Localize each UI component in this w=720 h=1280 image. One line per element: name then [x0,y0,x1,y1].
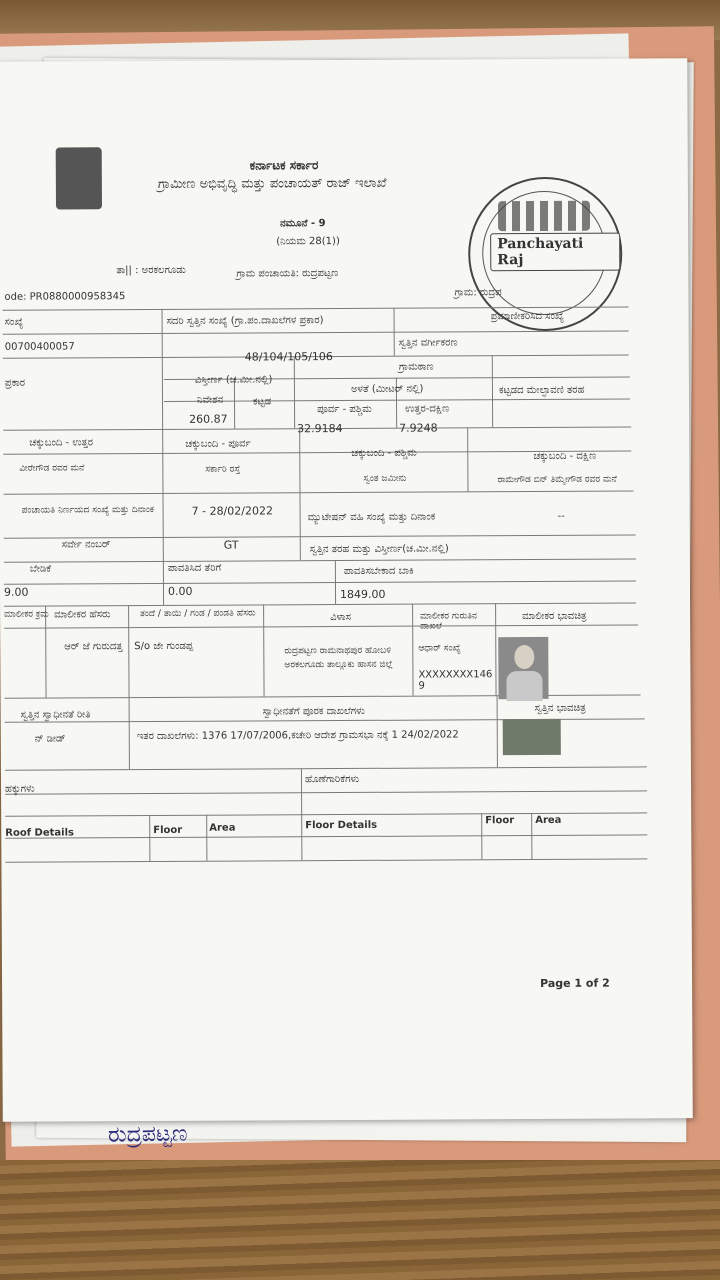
certified-number: ಪ್ರಮಾಣೀಕರಿಸಿದ ಸಂಖ್ಯೆ [490,310,564,323]
owner-address: ರುದ್ರಪಟ್ಟಣ ರಾಮನಾಥಪುರ ಹೋಬಳಿ ಅರಕಲಗೂಡು ತಾಲ್ಲೂಕು ಹಾಸನ ಜಿಲ್ಲೆ [284,645,393,671]
north-south-label: ಉತ್ತರ-ದಕ್ಷಿಣ [405,403,450,415]
site-label: ನಿವೇಶನ [196,394,224,406]
village: ಗ್ರಾಮ: ರುದ್ರಪ [454,287,502,299]
classification-value: ಗ್ರಾಮಠಾಣ [398,361,434,373]
site-area-value: 260.87 [189,412,228,426]
header-line2: ಗ್ರಾಮೀಣ ಅಭಿವೃದ್ಧಿ ಮತ್ತು ಪಂಚಾಯತ್ ರಾಜ್ ಇಲಾಖೆ [157,175,387,192]
property-id: 00700400057 [4,341,75,353]
paid-tax-label: ಪಾವತಿಸಿದ ತೆರಿಗೆ [167,562,222,574]
acquisition-label: ಸ್ವತ್ತಿನ ಸ್ವಾಧೀನತೆ ರೀತಿ [20,709,91,721]
rights-label: ಹಕ್ಕುಗಳು [5,783,35,795]
property-number: 48/104/105/106 [244,350,333,364]
floor-label-1: Floor [153,824,183,837]
property-number-label: ಸದರಿ ಸ್ವತ್ತಿನ ಸಂಖ್ಯೆ (ಗ್ರಾ.ಪಂ.ದಾಖಲೆಗಳ ಪ್ರಕಾರ) [166,315,324,327]
property-photo [503,719,561,755]
form-rule: (ನಿಯಮ 28(1)) [276,236,340,248]
owner-col-name: ಮಾಲೀಕರ ಹೆಸರು [54,609,111,621]
liabilities-label: ಹೊಣೆಗಾರಿಕೆಗಳು [304,773,360,786]
floor-label-2: Floor [485,815,515,827]
boundary-east-label: ಚಕ್ಕುಬಂದಿ - ಪೂರ್ವ [185,438,251,450]
owner-name: ಆರ್ ಜೆ ಗುರುದತ್ತ [64,641,123,653]
type-label: ಪ್ರಕಾರ [4,377,26,389]
resolution-label: ಪಂಚಾಯತಿ ನಿರ್ಣಯದ ಸಂಖ್ಯೆ ಮತ್ತು ದಿನಾಂಕ [21,504,154,516]
mutation-value: -- [557,510,565,522]
owner-col-address: ವಿಳಾಸ [330,611,351,624]
owner-relation: S/o ಜೇ ಗುಂಡಪ್ಪ [134,640,194,653]
demand-value: 9.00 [3,585,29,599]
owner-col-relation: ತಂದೆ / ತಾಯಿ / ಗಂಡ / ಪಂಡತಿ ಹೆಸರು [140,608,256,620]
owner-col-photo: ಮಾಲೀಕರ ಭಾವಚಿತ್ರ [522,610,587,623]
building-label: ಕಟ್ಟಡ [252,396,272,408]
header-line1: ಕರ್ನಾಟಕ ಸರ್ಕಾರ [249,158,319,173]
boundary-south-label: ಚಕ್ಕುಬಂದಿ - ದಕ್ಷಿಣ [533,450,597,463]
supporting-docs-value: ಇತರ ದಾಖಲೆಗಳು: 1376 17/07/2006,ಕಚೇರಿ ಆದೇಶ ಗ್ರಾಮಸಭಾ ನಕ್ಕೆ 1 24/02/2022 [136,729,459,743]
owner-col-serial: ಮಾಲೀಕರ ಕ್ರಮ [4,609,49,620]
east-west-label: ಪೂರ್ವ - ಪಶ್ಚಿಮ [317,403,372,416]
roof-details-label: Roof Details [5,827,75,839]
desk-surface [0,1160,720,1280]
owner-photo [498,637,548,699]
area-label-1: Area [209,822,236,834]
survey-label: ಸರ್ವೇ ನಂಬರ್ [61,539,111,551]
floor-details-label: Floor Details [305,819,378,832]
demand-label: ಬೇಡಿಕೆ [29,563,52,575]
property-photo-label: ಸ್ವತ್ತಿನ ಭಾವಚಿತ್ರ [534,702,586,715]
boundary-north-label: ಚಕ್ಕುಬಂದಿ - ಉತ್ತರ [29,437,94,449]
owner-id-value: XXXXXXXX146 9 [418,669,493,692]
label-small: ಸಂಖ್ಯೆ [4,316,24,328]
handwritten-note: ರುದ್ರಪಟ್ಟಣ [107,1121,188,1148]
survey-value: GT [223,538,239,552]
east-west-value: 32.9184 [297,422,343,436]
roof-type-heading: ಕಟ್ಟಡದ ಮೇಲ್ಛಾವಣಿ ತರಹ [498,384,585,397]
acquisition-value: ನ್ ಡೀಡ್ [34,733,66,745]
paid-tax-value: 0.00 [167,584,193,598]
emblem-icon [56,147,102,209]
balance-value: 1849.00 [339,587,386,602]
property-type-label: ಸ್ವತ್ತಿನ ತರಹ ಮತ್ತು ವಿಸ್ತೀರ್ಣ(ಚ.ಮೀ.ನಲ್ಲಿ) [309,543,449,556]
measurement-heading: ಅಳತೆ (ಮೀಟರ್ ನಲ್ಲಿ) [350,383,424,395]
owner-col-id: ಮಾಲೀಕರ ಗುರುತಿನ ದಾಖಲೆ [420,611,478,632]
boundary-north-value: ವೀರೇಗೌಡ ರವರ ಮನೆ [19,463,85,474]
owner-id-label: ಆಧಾರ್ ಸಂಖ್ಯೆ [418,643,461,654]
supporting-docs-label: ಸ್ವಾಧೀನತೆಗೆ ಪೂರಕ ದಾಖಲೆಗಳು [262,705,365,718]
form-number: ನಮೂನೆ - 9 [280,218,326,230]
balance-label: ಪಾವತಿಸಬೇಕಾದ ಬಾಕಿ [343,565,414,578]
resolution-value: 7 - 28/02/2022 [191,504,273,518]
boundary-west-label: ಚಕ್ಕುಬಂದಿ - ಪಶ್ಚಿಮ [351,447,417,459]
area-heading: ವಿಸ್ತೀರ್ಣ (ಚ.ಮೀ.ನಲ್ಲಿ) [194,374,273,386]
boundary-south-value: ರಾಮೇಗೌಡ ಬಿನ್ ತಿಮ್ಮೇಗೌಡ ರವರ ಮನೆ [497,474,617,486]
boundary-west-value: ಸ್ವಂತ ಜಮೀನು [363,473,407,484]
gram-panchayat: ಗ್ರಾಮ ಪಂಚಾಯತಿ: ರುದ್ರಪಟ್ಟಣ [236,268,339,280]
area-label-2: Area [535,814,562,827]
property-code: ode: PR0880000958345 [4,291,126,303]
document-page [0,58,693,1122]
classification-label: ಸ್ವತ್ತಿನ ವರ್ಗೀಕರಣ [398,337,458,349]
boundary-east-value: ಸರ್ಕಾರಿ ರಸ್ತೆ [205,464,241,475]
mutation-label: ಮ್ಯುಟೇಷನ್ ವಹಿ ಸಂಖ್ಯೆ ಮತ್ತು ದಿನಾಂಕ [307,511,436,524]
stamp-text: Panchayati Raj [490,233,620,272]
taluk: ತಾ|| : ಅರಕಲಗೂಡು [116,264,186,277]
page-number: Page 1 of 2 [540,976,610,990]
north-south-value: 7.9248 [399,421,438,435]
